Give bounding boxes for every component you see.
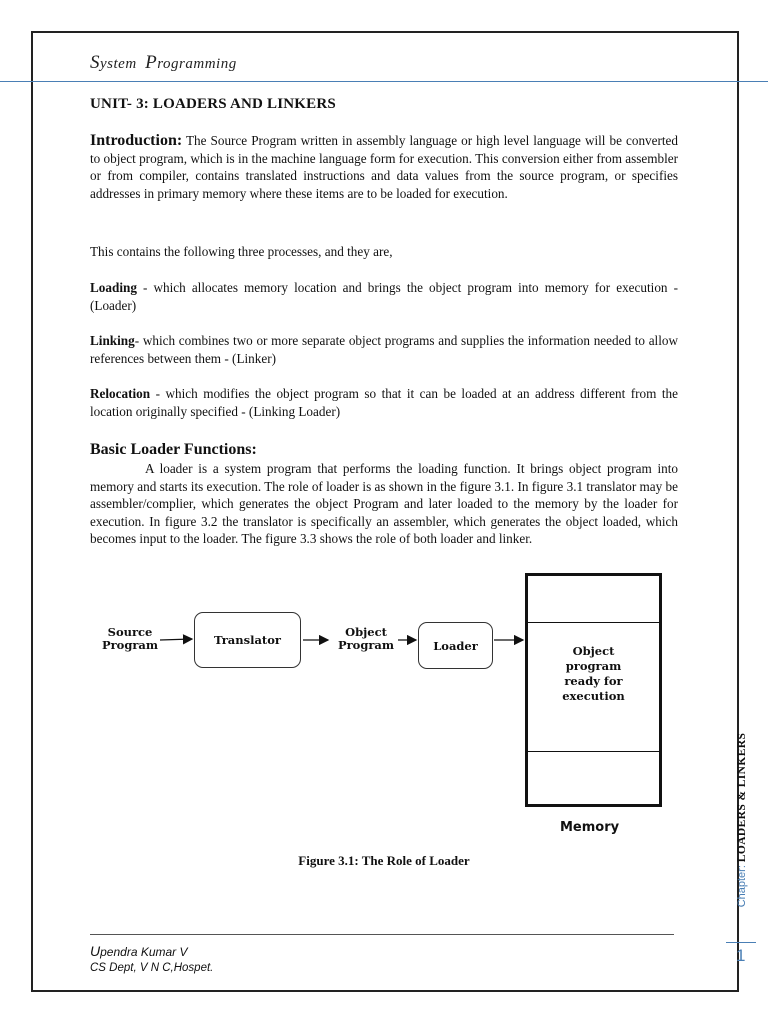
header-title: System Programming [90,52,237,73]
process-term: Loading [90,280,137,295]
side-chapter-label: Chapter: [736,865,748,908]
side-rule [726,942,756,943]
footer-rule [90,934,674,935]
process-loading: Loading - which allocates memory location and brings the object program into memory for execution - (Loader) [90,280,678,313]
section-title: Basic Loader Functions: [90,441,257,458]
memory-object-program-text: Object program ready for execution [562,644,625,703]
memory-caption: Memory [560,820,620,835]
header-rule [0,81,768,82]
source-program-label: Source Program [101,625,159,652]
process-linking: Linking- which combines two or more separate object programs and supplies the information needed to allow references between them - (Linker) [90,333,678,366]
page-number: 1 [736,946,746,965]
intro-text: The Source Program written in assembly language or high level language will be converted to object program, which is in the machine language form for execution. This conversion either from assembler or from compiler, contains translated instructions and data values from the source program, or specifies addresses in primary memory where these items are to be loaded for execution. [90,133,678,201]
intro-paragraph [90,132,678,202]
basic-functions-paragraph: A loader is a system program that performs the loading function. It brings object program into memory and starts its execution. The role of loader is as shown in the figure 3.1. In figure 3.1 translator may be assembler/complier, which generates the object Program and later loaded to the memory by the loader for execution. In figure 3.2 the translator is specifically an assembler, which generates the object loaded, which becomes input to the loader. The figure 3.3 shows the role of both loader and linker. [90,461,678,547]
footer-author: Upendra Kumar V [90,943,188,959]
side-chapter-value: LOADERS & LINKERS [736,732,748,863]
translator-box: Translator [194,612,301,668]
process-relocation: Relocation - which modifies the object program so that it can be loaded at an address different from the location originally specified - (Linking Loader) [90,386,678,419]
processes-intro: This contains the following three processes, and they are, [90,244,393,259]
process-term: Linking [90,333,135,348]
side-chapter [736,700,756,940]
process-term: Relocation [90,386,151,401]
object-program-label: Object Program [337,625,395,652]
figure-caption: Figure 3.1: The Role of Loader [298,853,470,868]
footer-dept: CS Dept, V N C,Hospet. [90,962,214,974]
unit-title: UNIT- 3: LOADERS AND LINKERS [90,96,336,112]
intro-lead: Introduction: [90,132,183,149]
loader-box: Loader [418,622,493,669]
